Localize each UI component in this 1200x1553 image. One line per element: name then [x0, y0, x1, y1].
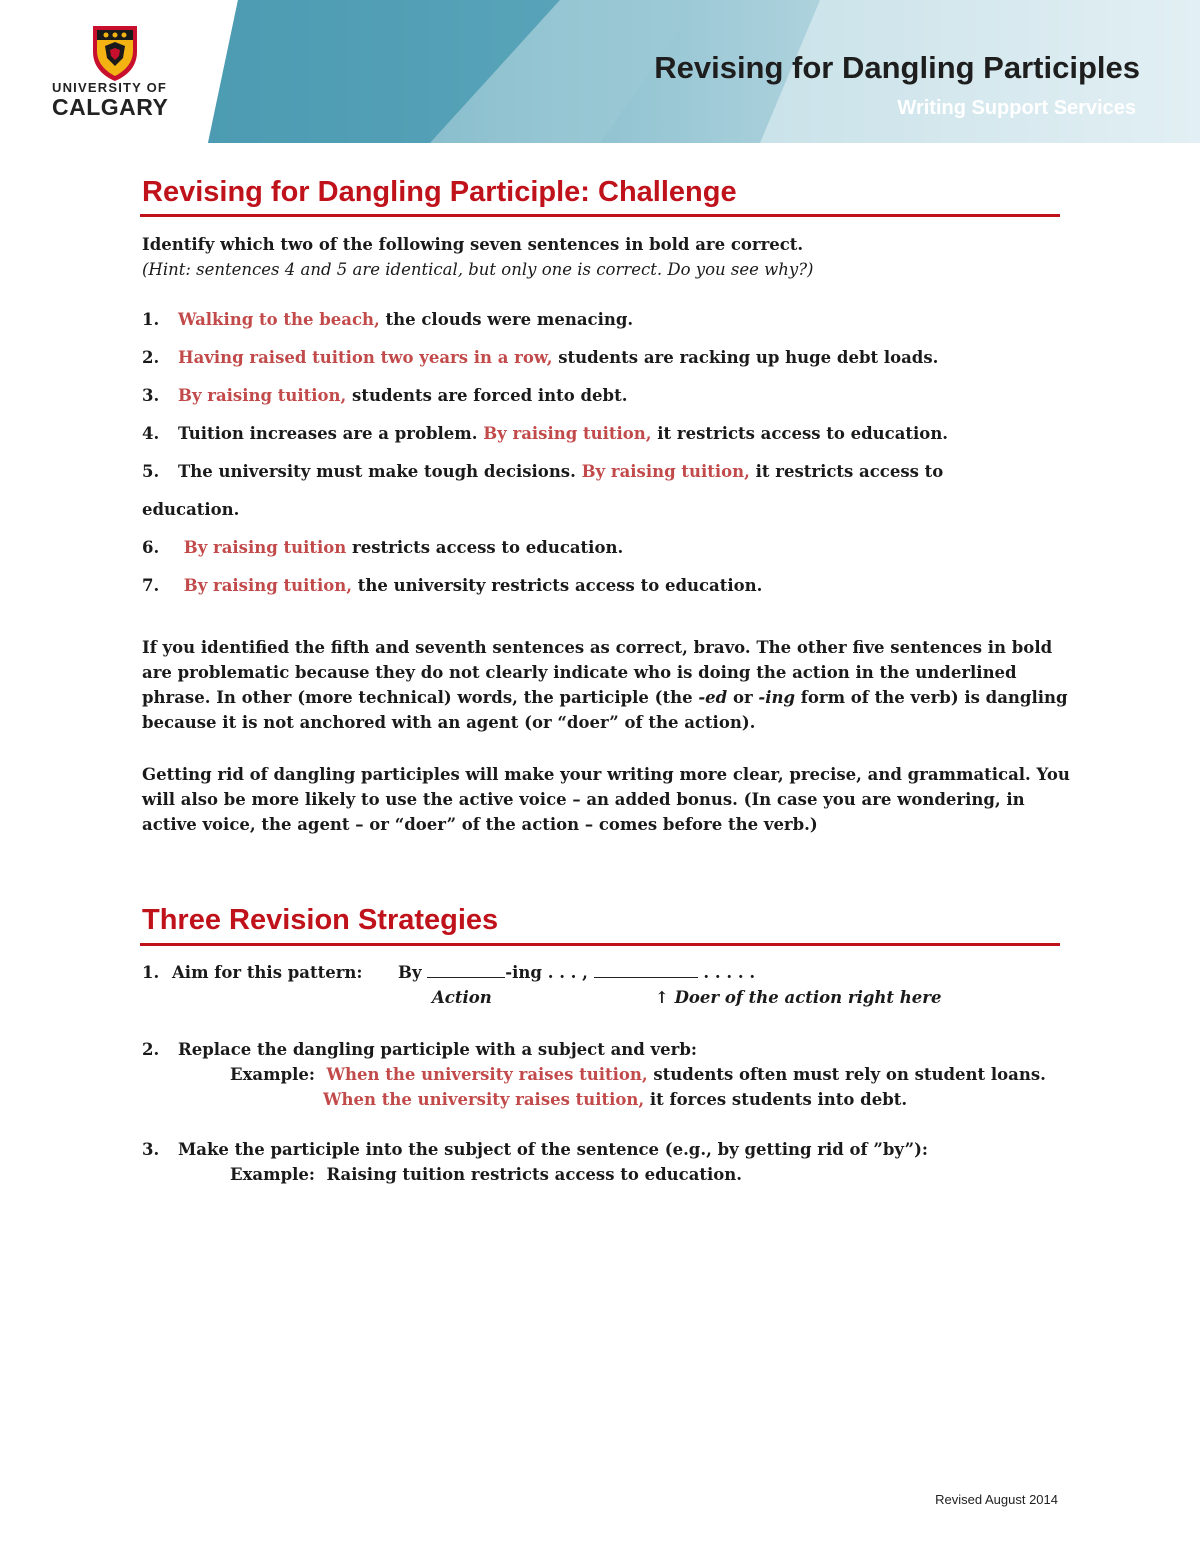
item-post: it restricts access to	[749, 462, 944, 481]
crest-icon	[90, 22, 140, 82]
item-number: 3.	[142, 386, 160, 405]
strategy-1	[142, 962, 362, 984]
list-item	[142, 347, 938, 369]
pattern-blank	[594, 963, 698, 978]
pattern-dots: . . . ,	[547, 963, 588, 982]
suffix-ing: -ing	[758, 688, 796, 707]
item-participle: By raising tuition,	[183, 576, 353, 595]
item-post: the clouds were menacing.	[379, 310, 634, 329]
pattern-ing: -ing	[505, 963, 542, 982]
logo-text-line1: UNIVERSITY OF	[52, 80, 168, 95]
explanation-text: form of the verb) is dangling	[795, 688, 1068, 707]
example-text: Raising tuition restricts access to education.	[326, 1165, 743, 1184]
explanation-line	[142, 687, 1068, 709]
example-clause: When the university raises tuition,	[323, 1090, 645, 1109]
strategy-number: 2.	[142, 1040, 160, 1059]
item-post: students are racking up huge debt loads.	[552, 348, 939, 367]
item-participle: Having raised tuition two years in a row,	[178, 348, 553, 367]
item-pre: Tuition increases are a problem.	[178, 424, 484, 443]
item-number: 5.	[142, 462, 160, 481]
item-participle: Walking to the beach,	[178, 310, 380, 329]
explanation-line: are problematic because they do not clearly indicate who is doing the action in the underlined	[142, 663, 1017, 682]
strategy-2-example	[230, 1064, 1046, 1086]
item-number: 4.	[142, 424, 160, 443]
explanation-line: active voice, the agent – or “doer” of the action – comes before the verb.)	[142, 815, 818, 834]
strategy-3-example	[230, 1164, 742, 1186]
item-post: restricts access to education.	[346, 538, 624, 557]
pattern-dots: . . . . .	[703, 963, 756, 982]
example-label: Example:	[230, 1165, 315, 1184]
strategy-number: 3.	[142, 1140, 160, 1159]
example-clause: When the university raises tuition,	[326, 1065, 648, 1084]
item-participle: By raising tuition,	[581, 462, 750, 481]
explanation-line: because it is not anchored with an agent (or “doer” of the action).	[142, 713, 756, 732]
suffix-ed: -ed	[698, 688, 728, 707]
list-item	[142, 461, 943, 483]
strategy-label: Replace the dangling participle with a subject and verb:	[178, 1040, 697, 1059]
section-rule	[140, 214, 1060, 217]
strategy-label: Aim for this pattern:	[172, 963, 363, 982]
university-logo	[52, 22, 182, 122]
document-title: Revising for Dangling Participles	[654, 50, 1140, 85]
explanation-text: or	[727, 688, 759, 707]
challenge-hint: (Hint: sentences 4 and 5 are identical, but only one is correct. Do you see why?)	[142, 260, 814, 279]
item-pre: The university must make tough decisions.	[178, 462, 582, 481]
pattern-action-label: Action	[432, 988, 492, 1007]
example-rest: students often must rely on student loans.	[647, 1065, 1046, 1084]
explanation-line: If you identified the fifth and seventh sentences as correct, bravo. The other five sentences in bold	[142, 638, 1053, 657]
strategy-number: 1.	[142, 963, 160, 982]
challenge-heading: Revising for Dangling Participle: Challenge	[142, 176, 737, 208]
item-post: the university restricts access to education.	[352, 576, 763, 595]
section-rule	[140, 943, 1060, 946]
strategy-label: Make the participle into the subject of the sentence (e.g., by getting rid of ”by”):	[178, 1140, 928, 1159]
item-number: 2.	[142, 348, 160, 367]
header-banner	[0, 0, 1200, 143]
strategy-2	[142, 1039, 697, 1061]
item-post: it restricts access to education.	[651, 424, 949, 443]
list-item	[142, 309, 633, 331]
document-subtitle: Writing Support Services	[897, 97, 1136, 119]
explanation-line: Getting rid of dangling participles will make your writing more clear, precise, and grammatical. You	[142, 765, 1070, 784]
example-label: Example:	[230, 1065, 315, 1084]
list-item-continuation: education.	[142, 500, 240, 519]
item-number: 1.	[142, 310, 160, 329]
list-item	[142, 537, 623, 559]
item-participle: By raising tuition,	[483, 424, 652, 443]
strategy-2-example	[323, 1089, 907, 1111]
pattern-template	[398, 962, 755, 984]
item-number: 6.	[142, 538, 160, 557]
item-number: 7.	[142, 576, 160, 595]
list-item	[142, 575, 762, 597]
pattern-blank	[427, 963, 505, 978]
explanation-line: will also be more likely to use the active voice – an added bonus. (In case you are wondering, in	[142, 790, 1025, 809]
pattern-by: By	[398, 963, 422, 982]
logo-text-line2: CALGARY	[52, 94, 169, 120]
example-rest: it forces students into debt.	[644, 1090, 908, 1109]
challenge-intro: Identify which two of the following seven sentences in bold are correct.	[142, 235, 804, 254]
item-participle: By raising tuition	[183, 538, 347, 557]
pattern-doer-label: ↑ Doer of the action right here	[655, 988, 942, 1007]
revision-date: Revised August 2014	[935, 1492, 1058, 1507]
strategy-3	[142, 1139, 928, 1161]
strategies-heading: Three Revision Strategies	[142, 904, 499, 936]
explanation-text: phrase. In other (more technical) words, the participle (the	[142, 688, 699, 707]
item-participle: By raising tuition,	[178, 386, 347, 405]
list-item	[142, 423, 948, 445]
list-item	[142, 385, 627, 407]
item-post: students are forced into debt.	[346, 386, 628, 405]
